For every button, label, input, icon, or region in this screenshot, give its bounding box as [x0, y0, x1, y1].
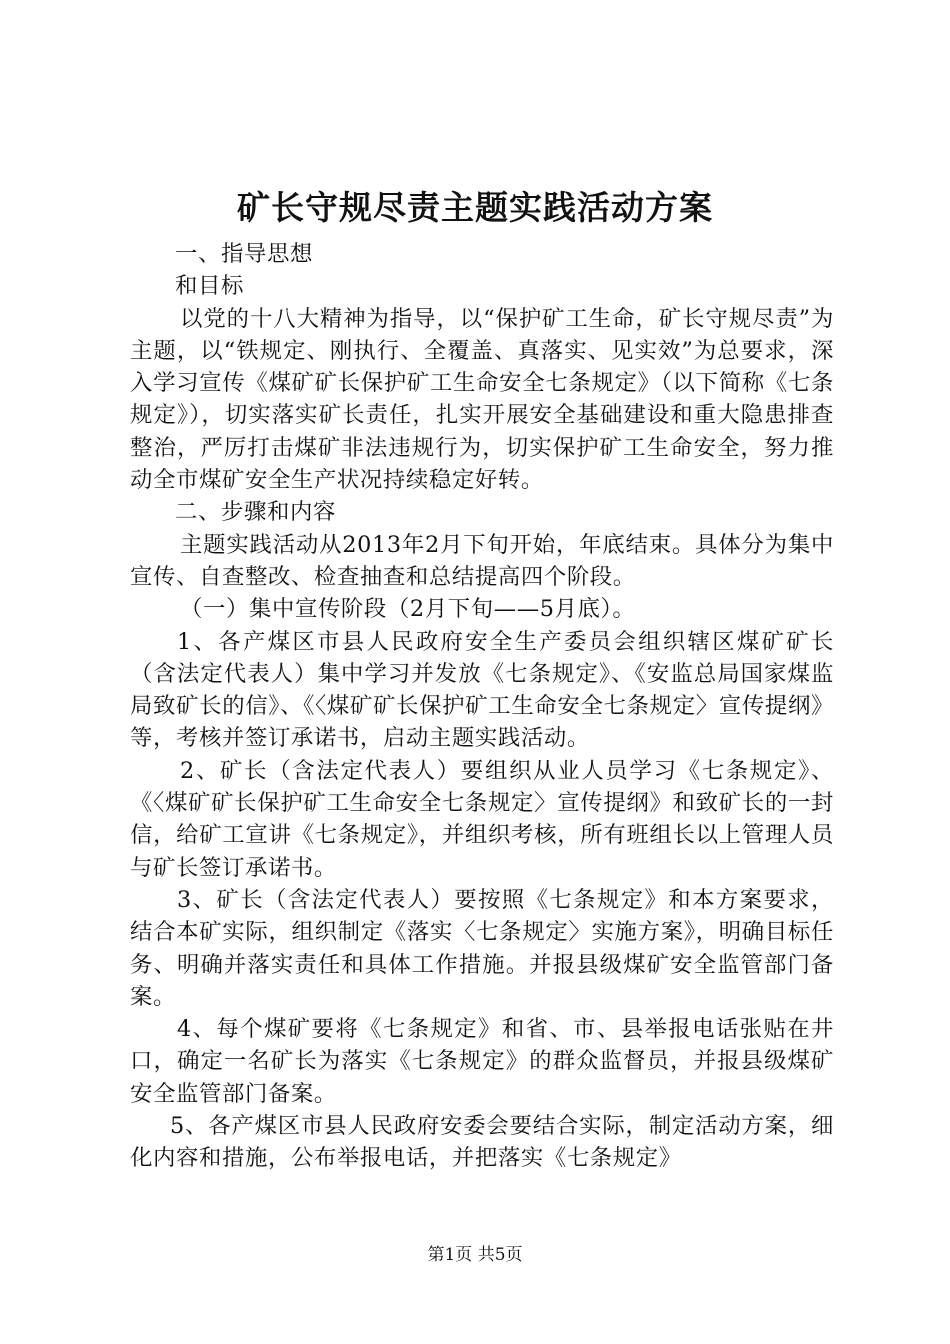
list-item: 2、矿长（含法定代表人）要组织从业人员学习《七条规定》、《〈煤矿矿长保护矿工生命安全七条规定〉宣传提纲》和致矿长的一封信，给矿工宣讲《七条规定》，并组织考核，所有班组长以上管理人员与矿长签订承诺书。 — [130, 757, 834, 881]
list-item: 4、每个煤矿要将《七条规定》和省、市、县举报电话张贴在井口，确定一名矿长为落实《七条规定》的群众监督员，并报县级煤矿安全监管部门备案。 — [130, 1016, 834, 1107]
document-body — [130, 238, 834, 1175]
list-item: 3、矿长（含法定代表人）要按照《七条规定》和本方案要求，结合本矿实际，组织制定《落实〈七条规定〉实施方案》，明确目标任务、明确并落实责任和具体工作措施。并报县级煤矿安全监管部门备案。 — [130, 886, 834, 1010]
page-footer: 第1页 共5页 — [427, 1245, 523, 1265]
list-item: 5、各产煤区市县人民政府安委会要结合实际，制定活动方案，细化内容和措施，公布举报电话，并把落实《七条规定》 — [130, 1113, 834, 1172]
paragraph: 主题实践活动从2013年2月下旬开始，年底结束。具体分为集中宣传、自查整改、检查抽查和总结提高四个阶段。 — [130, 531, 834, 590]
section-heading-continuation: 和目标 — [175, 273, 244, 300]
list-item: 1、各产煤区市县人民政府安全生产委员会组织辖区煤矿矿长（含法定代表人）集中学习并发放《七条规定》、《安监总局国家煤监局致矿长的信》、《〈煤矿矿长保护矿工生命安全七条规定〉宣传提纲》等，考核并签订承诺书，启动主题实践活动。 — [130, 628, 834, 752]
section-heading: 二、步骤和内容 — [175, 499, 336, 526]
section-heading: 一、指导思想 — [175, 241, 313, 267]
paragraph: 以党的十八大精神为指导，以“保护矿工生命，矿长守规尽责”为主题，以“铁规定、刚执行、全覆盖、真落实、见实效”为总要求，深入学习宣传《煤矿矿长保护矿工生命安全七条规定》（以下简称《七条规定》），切实落实矿长责任，扎实开展安全基础建设和重大隐患排查整治，严厉打击煤矿非法违规行为，切实保护矿工生命安全，努力推动全市煤矿安全生产状况持续稳定好转。 — [130, 305, 834, 494]
subsection-heading: （一）集中宣传阶段（2月下旬——5月底）。 — [180, 596, 636, 623]
document-title: 矿长守规尽责主题实践活动方案 — [237, 188, 713, 227]
